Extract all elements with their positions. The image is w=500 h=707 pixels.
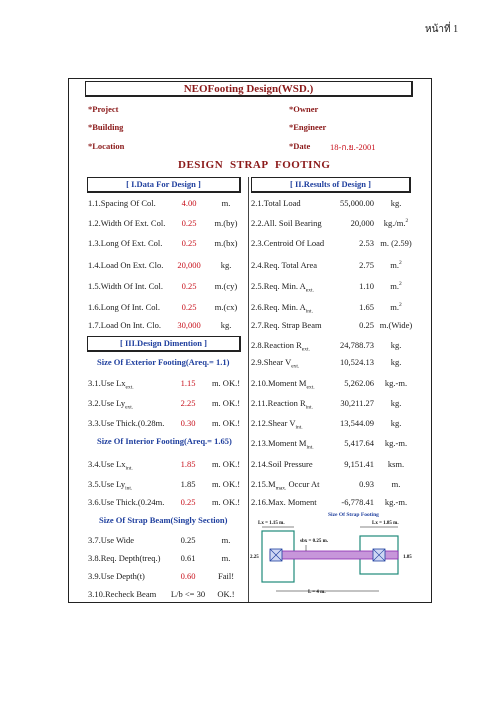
result-row-13-label: 2.13.Moment $M_{int.}$ <box>251 438 314 451</box>
int-footing-row-3-value: 0.25 <box>180 497 196 507</box>
squared-superscript: 2 <box>399 302 402 309</box>
result-row-11-unit: kg. <box>390 398 402 408</box>
result-row-9-value: 10,524.13 <box>340 357 374 367</box>
data-row-2-unit: m.(by) <box>214 218 238 228</box>
strap-row-4-value: L/b <= 30 <box>170 589 206 599</box>
result-row-3-unit: m. (2.59) <box>380 238 412 248</box>
result-row-2-value: 20,000 <box>350 218 374 228</box>
strap-row-4-label: 3.10.Recheck Beam <box>88 589 157 599</box>
ext-footing-row-2-unit: m. OK.! <box>211 398 241 408</box>
result-row-15-label-subscript: max. <box>275 485 287 492</box>
sheet-title: NEOFooting Design(WSD.) <box>85 81 413 97</box>
page-number: หน้าที่ 1 <box>425 24 459 35</box>
squared-superscript: 2 <box>399 281 402 288</box>
result-row-12-unit: kg. <box>390 418 402 428</box>
design-dimension-header: [ III.Design Dimention ] <box>87 336 241 352</box>
result-row-8-unit: kg. <box>390 340 402 350</box>
strap-beam-header: Size Of Strap Beam(Singly Section) <box>99 515 228 525</box>
result-row-15-unit: m. <box>391 479 401 489</box>
building-label: *Building <box>88 122 124 132</box>
data-row-5-label: 1.5.Width Of Int. Col. <box>88 281 163 291</box>
result-row-4-unit: m.$^2$ <box>390 260 402 270</box>
result-row-11-label-subscript: int. <box>305 404 313 411</box>
sketch-title: Size Of Strap Footing <box>328 512 379 518</box>
result-row-9-label-subscript: ext. <box>291 363 300 370</box>
date-label: *Date <box>289 141 311 151</box>
result-row-14-unit: ksm. <box>387 459 405 469</box>
ext-footing-row-2-label-subscript: ext. <box>125 404 134 411</box>
int-footing-row-2-label: 3.5.Use $Ly_{int.}$ <box>88 479 133 492</box>
exterior-footing-header: Size Of Exterior Footing(Areq.= 1.1) <box>97 357 230 367</box>
result-row-12-value: 13,544.09 <box>340 418 374 428</box>
data-row-2-value: 0.25 <box>181 218 197 228</box>
sketch-lx-ext: Lx = 1.15 m. <box>258 521 285 526</box>
design-title-2: STRAP <box>230 159 269 171</box>
data-row-7-unit: kg. <box>220 320 232 330</box>
strap-row-2-label: 3.8.Req. Depth(treq.) <box>88 553 161 563</box>
data-row-5-value: 0.25 <box>181 281 197 291</box>
data-row-1-value: 4.00 <box>181 198 197 208</box>
design-title-3: FOOTING <box>275 159 331 171</box>
result-row-13-unit: kg.-m. <box>384 438 408 448</box>
ext-footing-row-3-value: 0.30 <box>180 418 196 428</box>
ext-footing-row-1-value: 1.15 <box>180 378 196 388</box>
ext-footing-row-1-label-subscript: ext. <box>125 384 134 391</box>
result-row-7-unit: m.(Wide) <box>379 320 413 330</box>
result-row-7-value: 0.25 <box>359 320 374 330</box>
result-row-14-value: 9,151.41 <box>344 459 374 469</box>
result-row-10-value: 5,262.06 <box>344 378 374 388</box>
result-row-16-value: -6,778.41 <box>341 497 374 507</box>
data-row-4-unit: kg. <box>220 260 232 270</box>
result-row-5-label-subscript: ext. <box>305 287 314 294</box>
result-row-8-label: 2.8.Reaction $R_{ext.}$ <box>251 340 310 353</box>
data-row-3-label: 1.3.Long Of Ext. Col. <box>88 238 163 248</box>
data-row-6-label: 1.6.Long Of Int. Col. <box>88 302 161 312</box>
result-row-9-unit: kg. <box>390 357 402 367</box>
strap-row-4-unit: OK.! <box>217 589 235 599</box>
result-row-11-value: 30,211.27 <box>340 398 374 408</box>
interior-footing-header: Size Of Interior Footing(Areq.= 1.65) <box>97 436 232 446</box>
result-row-6-unit: m.$^2$ <box>390 302 402 312</box>
strap-row-1-value: 0.25 <box>180 535 196 545</box>
strap-row-3-unit: Fail! <box>217 571 235 581</box>
result-row-6-value: 1.65 <box>359 302 374 312</box>
int-footing-row-1-unit: m. OK.! <box>211 459 241 469</box>
result-row-15-label: $2.15.M_{max.}$ Occur At <box>251 479 320 492</box>
int-footing-row-2-label-subscript: int. <box>125 485 133 492</box>
result-row-1-unit: kg. <box>390 198 402 208</box>
int-footing-row-3-unit: m. OK.! <box>211 497 241 507</box>
ext-footing-row-2-label: 3.2.Use $Ly_{ext.}$ <box>88 398 134 411</box>
data-row-3-unit: m.(bx) <box>214 238 238 248</box>
date-value: 18-ก.ย.-2001 <box>330 142 376 152</box>
data-row-4-value: 20,000 <box>177 260 201 270</box>
result-row-12-label-subscript: int. <box>295 424 303 431</box>
engineer-label: *Engineer <box>289 122 327 132</box>
design-title-1: DESIGN <box>178 159 224 171</box>
result-row-14-label: 2.14.Soil Pressure <box>251 459 313 469</box>
project-label: *Project <box>88 104 119 114</box>
result-row-16-label: 2.16.Max. Moment <box>251 497 317 507</box>
result-row-10-unit: kg.-m. <box>384 378 408 388</box>
result-row-10-label: 2.10.Moment $M_{ext.}$ <box>251 378 315 391</box>
int-footing-row-2-value: 1.85 <box>180 479 196 489</box>
results-of-design-header: [ II.Results of Design ] <box>251 177 411 193</box>
int-footing-row-1-label: 3.4.Use $Lx_{int.}$ <box>88 459 133 472</box>
result-row-16-unit: kg.-m. <box>384 497 408 507</box>
data-row-3-value: 0.25 <box>181 238 197 248</box>
data-for-design-header: [ I.Data For Design ] <box>87 177 241 193</box>
result-row-9-label: 2.9.Shear $V_{ext.}$ <box>251 357 300 370</box>
strap-row-3-label: 3.9.Use Depth(t) <box>88 571 145 581</box>
result-row-3-label: 2.3.Centroid Of Load <box>251 238 325 248</box>
result-row-4-value: 2.75 <box>359 260 374 270</box>
data-row-7-label: 1.7.Load On Int. Clo. <box>88 320 161 330</box>
result-row-15-value: 0.93 <box>359 479 374 489</box>
int-footing-row-1-value: 1.85 <box>180 459 196 469</box>
sketch-ly-int: 1.85 <box>403 555 412 560</box>
result-row-5-value: 1.10 <box>359 281 374 291</box>
result-row-13-value: 5,417.64 <box>344 438 374 448</box>
strap-row-1-unit: m. <box>221 535 231 545</box>
result-row-1-label: 2.1.Total Load <box>251 198 301 208</box>
ext-footing-row-3-label: 3.3.Use Thick.(0.28m. <box>88 418 165 428</box>
result-row-1-value: 55,000.00 <box>340 198 374 208</box>
result-row-11-label: 2.11.Reaction $R_{int.}$ <box>251 398 313 411</box>
data-row-6-unit: m.(cx) <box>214 302 238 312</box>
result-row-5-label: 2.5.Req. Min. $A_{ext.}$ <box>251 281 314 294</box>
data-row-5-unit: m.(cy) <box>214 281 238 291</box>
result-row-2-label: 2.2.All. Soil Bearing <box>251 218 322 228</box>
sketch-span: L = 4 m. <box>308 590 326 595</box>
strap-row-1-label: 3.7.Use Wide <box>88 535 135 545</box>
data-row-6-value: 0.25 <box>181 302 197 312</box>
result-row-8-value: 24,788.73 <box>340 340 374 350</box>
data-row-4-label: 1.4.Load On Ext. Clo. <box>88 260 164 270</box>
int-footing-row-2-unit: m. OK.! <box>211 479 241 489</box>
strap-footing-sketch <box>248 509 418 601</box>
data-row-1-unit: m. <box>221 198 231 208</box>
ext-footing-row-2-value: 2.25 <box>180 398 196 408</box>
ext-footing-row-3-unit: m. OK.! <box>211 418 241 428</box>
sketch-lx-int: Lx = 1.85 m. <box>372 521 399 526</box>
owner-label: *Owner <box>289 104 319 114</box>
result-row-2-unit: kg./m.$^2$ <box>383 218 409 228</box>
int-footing-row-1-label-subscript: int. <box>125 465 133 472</box>
ext-footing-row-1-label: 3.1.Use $Lx_{ext.}$ <box>88 378 134 391</box>
result-row-10-label-subscript: ext. <box>306 384 315 391</box>
data-row-1-label: 1.1.Spacing Of Col. <box>88 198 156 208</box>
squared-superscript: 2 <box>399 260 402 267</box>
sketch-strap-width: sbx = 0.25 m. <box>300 539 328 544</box>
result-row-8-label-subscript: ext. <box>301 346 310 353</box>
squared-superscript: 2 <box>405 218 409 225</box>
result-row-6-label-subscript: int. <box>305 308 313 315</box>
location-label: *Location <box>88 141 125 151</box>
result-row-12-label: 2.12.Shear $V_{int.}$ <box>251 418 303 431</box>
sketch-ly-ext: 2.25 <box>250 555 259 560</box>
result-row-3-value: 2.53 <box>359 238 374 248</box>
int-footing-row-3-label: 3.6.Use Thick.(0.24m. <box>88 497 165 507</box>
result-row-6-label: 2.6.Req. Min. $A_{int.}$ <box>251 302 313 315</box>
ext-footing-row-1-unit: m. OK.! <box>211 378 241 388</box>
strap-row-3-value: 0.60 <box>180 571 196 581</box>
result-row-4-label: 2.4.Req. Total Area <box>251 260 318 270</box>
result-row-15-label-suffix: Occur At <box>286 479 320 489</box>
result-row-7-label: 2.7.Req. Strap Beam <box>251 320 322 330</box>
result-row-13-label-subscript: int. <box>306 444 314 451</box>
strap-row-2-value: 0.61 <box>180 553 196 563</box>
strap-row-2-unit: m. <box>221 553 231 563</box>
result-row-5-unit: m.$^2$ <box>390 281 402 291</box>
data-row-2-label: 1.2.Width Of Ext. Col. <box>88 218 166 228</box>
data-row-7-value: 30,000 <box>177 320 201 330</box>
